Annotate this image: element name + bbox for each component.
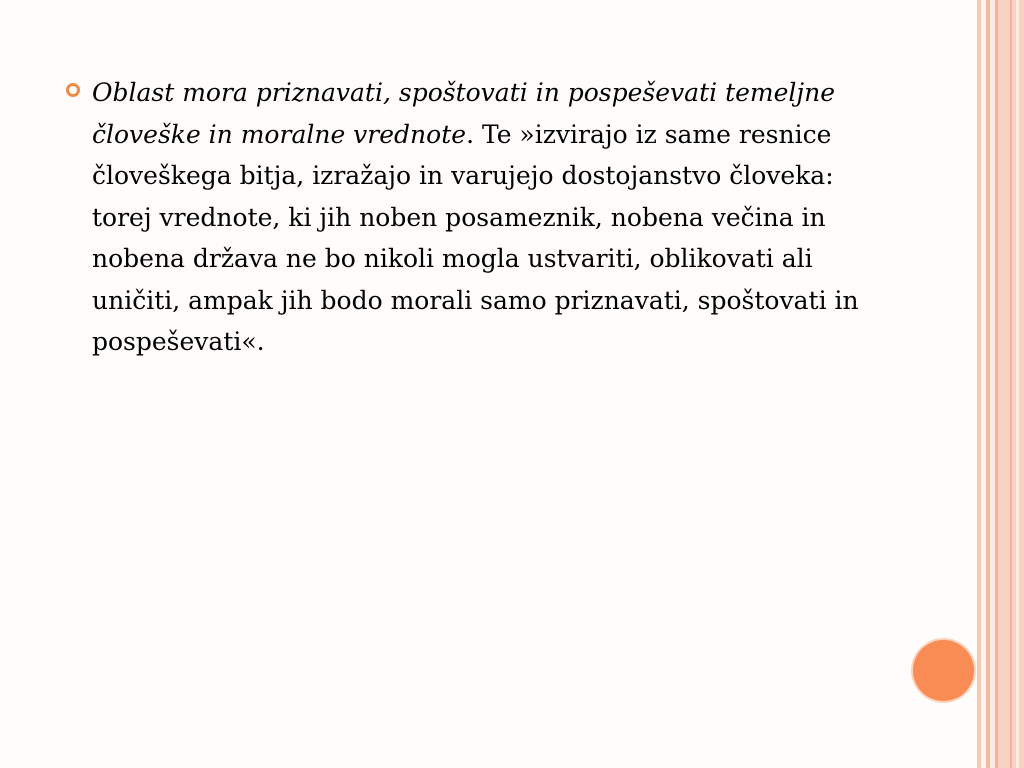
bullet-italic-text: Oblast mora priznavati, spoštovati in pospeševati temeljne človeške in moralne vrednote: [92, 78, 836, 149]
decorative-stripe: [1016, 0, 1019, 768]
ring-bullet-icon: [66, 83, 80, 97]
bullet-item: [60, 72, 890, 363]
bullet-text: [92, 72, 890, 363]
slide-content: [60, 72, 890, 363]
decorative-stripe: [1010, 0, 1012, 768]
bullet-plain-text: . Te »izvirajo iz same resnice človeškega bitja, izražajo in varujejo dostojanstvo človeka: torej vrednote, ki jih noben posameznik, nobena večina in nobena država ne bo nikoli mogla ustvariti, oblikovati ali uničiti, ampak jih bodo morali samo priznavati, spoštovati in pospeševati«.: [92, 119, 859, 356]
decorative-circle: [913, 640, 974, 701]
